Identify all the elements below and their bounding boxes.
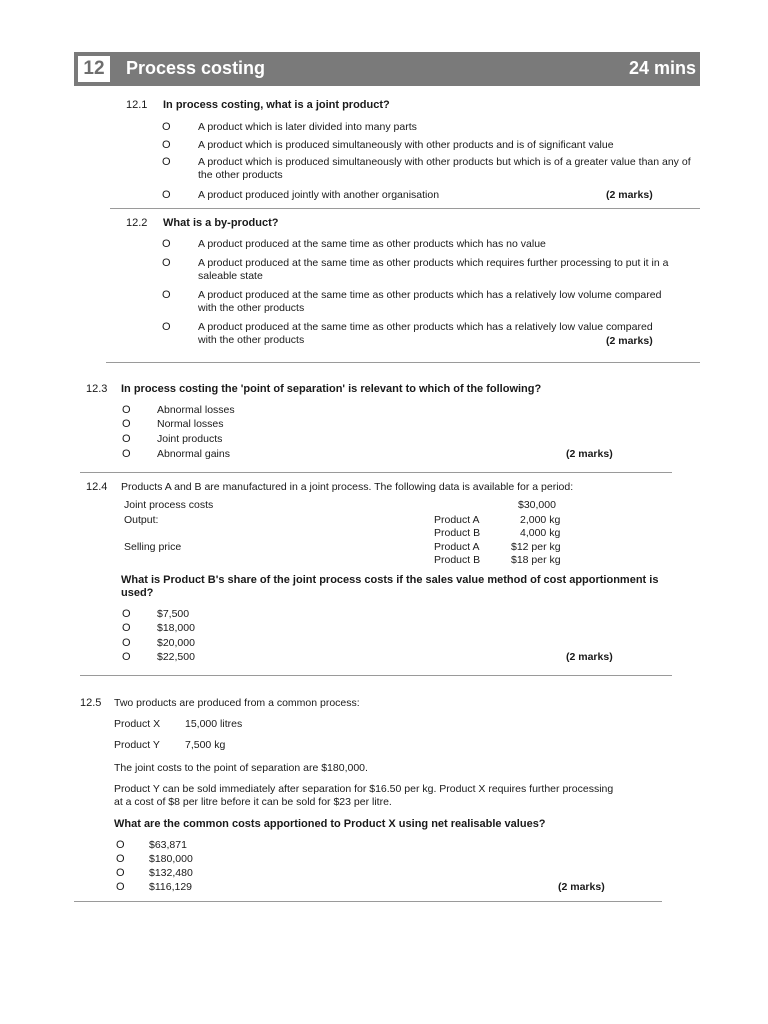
option-radio[interactable]: O bbox=[116, 881, 125, 893]
data-label: Joint process costs bbox=[124, 499, 214, 511]
option-radio[interactable]: O bbox=[162, 289, 171, 301]
question-number: 12.3 bbox=[86, 383, 108, 395]
data-label: Output: bbox=[124, 514, 159, 526]
option-radio[interactable]: O bbox=[162, 189, 171, 201]
option-radio[interactable]: O bbox=[162, 156, 171, 168]
option-radio[interactable]: O bbox=[122, 448, 131, 460]
option-text: A product which is produced simultaneously with other products but which is of a greater value than any of the other products bbox=[198, 156, 691, 181]
question-text: In process costing, what is a joint product? bbox=[163, 99, 390, 111]
divider bbox=[110, 208, 700, 209]
option-radio[interactable]: O bbox=[116, 853, 125, 865]
data-label: Product X bbox=[114, 718, 161, 730]
option-radio[interactable]: O bbox=[162, 121, 171, 133]
option-text: Normal losses bbox=[157, 418, 224, 430]
option-text: Joint products bbox=[157, 433, 223, 445]
option-text: A product produced jointly with another organisation bbox=[198, 189, 440, 201]
data-label: Selling price bbox=[124, 541, 182, 553]
data-value: $12 per kg bbox=[511, 541, 561, 553]
question-number: 12.1 bbox=[126, 99, 148, 111]
data-value: $18 per kg bbox=[511, 554, 561, 566]
divider bbox=[106, 362, 700, 363]
option-text: A product produced at the same time as other products which has a relatively low value compared with the other products bbox=[198, 321, 653, 346]
option-text: $20,000 bbox=[157, 637, 195, 649]
section-time: 24 mins bbox=[628, 58, 696, 78]
data-value: 2,000 kg bbox=[520, 514, 561, 526]
data-label: Product B bbox=[434, 554, 481, 566]
section-title: Process costing bbox=[126, 58, 266, 78]
data-value: $30,000 bbox=[518, 499, 556, 511]
question-intro: Products A and B are manufactured in a joint process. The following data is available for a period: bbox=[121, 481, 574, 493]
option-radio[interactable]: O bbox=[122, 433, 131, 445]
option-radio[interactable]: O bbox=[122, 418, 131, 430]
option-text: A product which is later divided into many parts bbox=[198, 121, 417, 133]
question-intro: Two products are produced from a common process: bbox=[114, 697, 360, 709]
option-text: A product produced at the same time as other products which has no value bbox=[198, 238, 546, 250]
option-text: $7,500 bbox=[157, 608, 190, 620]
option-radio[interactable]: O bbox=[162, 139, 171, 151]
option-radio[interactable]: O bbox=[116, 839, 125, 851]
marks-label: (2 marks) bbox=[566, 448, 613, 460]
data-label: Product A bbox=[434, 514, 480, 526]
option-radio[interactable]: O bbox=[162, 238, 171, 250]
option-radio[interactable]: O bbox=[122, 622, 131, 634]
section-header bbox=[74, 52, 700, 86]
option-text: $116,129 bbox=[149, 881, 193, 893]
marks-label: (2 marks) bbox=[566, 651, 613, 663]
data-value: 15,000 litres bbox=[185, 718, 243, 730]
option-radio[interactable]: O bbox=[162, 321, 171, 333]
question-text: What is a by-product? bbox=[163, 217, 279, 229]
question-text: What are the common costs apportioned to Product X using net realisable values? bbox=[114, 818, 546, 830]
option-radio[interactable]: O bbox=[122, 651, 131, 663]
option-radio[interactable]: O bbox=[122, 608, 131, 620]
data-text: The joint costs to the point of separation are $180,000. bbox=[114, 762, 368, 774]
option-text: A product which is produced simultaneously with other products and is of significant value bbox=[198, 139, 614, 151]
option-text: Abnormal losses bbox=[157, 404, 235, 416]
section-number: 12 bbox=[78, 56, 110, 82]
option-text: Abnormal gains bbox=[157, 448, 230, 460]
divider bbox=[74, 901, 662, 902]
option-radio[interactable]: O bbox=[122, 637, 131, 649]
option-radio[interactable]: O bbox=[162, 257, 171, 269]
data-label: Product Y bbox=[114, 739, 160, 751]
option-text: A product produced at the same time as other products which has a relatively low volume compared with the other products bbox=[198, 289, 662, 314]
option-text: $180,000 bbox=[149, 853, 193, 865]
divider bbox=[80, 675, 672, 676]
data-text: Product Y can be sold immediately after separation for $16.50 per kg. Product X requires further processing at a cost of $8 per litre before it can be sold for $23 per litre. bbox=[114, 783, 614, 808]
option-text: $22,500 bbox=[157, 651, 195, 663]
question-text: In process costing the 'point of separation' is relevant to which of the following? bbox=[121, 383, 542, 395]
data-label: Product A bbox=[434, 541, 480, 553]
option-text: $132,480 bbox=[149, 867, 193, 879]
option-text: $18,000 bbox=[157, 622, 195, 634]
question-text: What is Product B's share of the joint process costs if the sales value method of cost apportionment is used? bbox=[121, 574, 659, 599]
option-radio[interactable]: O bbox=[122, 404, 131, 416]
marks-label: (2 marks) bbox=[606, 189, 653, 201]
marks-label: (2 marks) bbox=[606, 335, 653, 347]
question-number: 12.4 bbox=[86, 481, 108, 493]
data-value: 4,000 kg bbox=[520, 527, 561, 539]
option-text: A product produced at the same time as other products which requires further processing to put it in a saleable state bbox=[198, 257, 669, 282]
marks-label: (2 marks) bbox=[558, 881, 605, 893]
option-text: $63,871 bbox=[149, 839, 187, 851]
data-value: 7,500 kg bbox=[185, 739, 226, 751]
data-label: Product B bbox=[434, 527, 481, 539]
divider bbox=[80, 472, 672, 473]
question-number: 12.5 bbox=[80, 697, 102, 709]
question-number: 12.2 bbox=[126, 217, 148, 229]
option-radio[interactable]: O bbox=[116, 867, 125, 879]
